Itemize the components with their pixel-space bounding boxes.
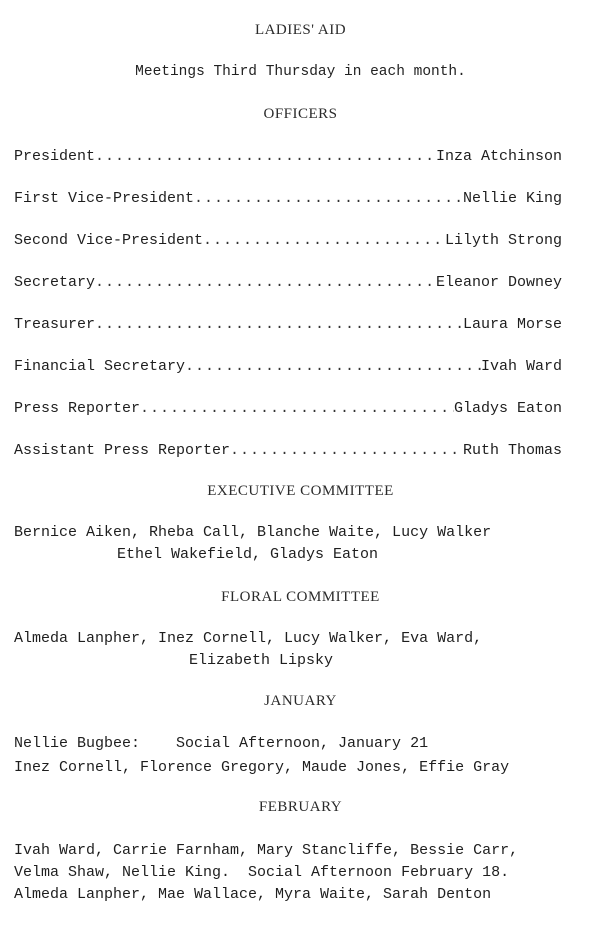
officer-row (14, 316, 562, 336)
officer-name: Eleanor Downey (435, 274, 562, 291)
floral-committee-heading: FLORAL COMMITTEE (221, 589, 380, 605)
february-line: Almeda Lanpher, Mae Wallace, Myra Waite, Sarah Denton (14, 886, 492, 903)
officers-heading: OFFICERS (263, 106, 338, 122)
officer-title: Second Vice-President (14, 232, 204, 249)
dot-leader (95, 148, 436, 165)
february-line: Velma Shaw, Nellie King. Social Afternoon February 18. (14, 864, 510, 881)
document-title: LADIES' AID (254, 22, 347, 38)
february-heading: FEBRUARY (258, 799, 343, 815)
officer-name: Ivah Ward (480, 358, 562, 375)
floral-member-line: Elizabeth Lipsky (189, 652, 334, 669)
officer-name: Laura Morse (462, 316, 562, 333)
officer-title: Treasurer (14, 316, 96, 333)
dot-leader (230, 442, 463, 459)
officer-row (14, 358, 562, 378)
february-line: Ivah Ward, Carrie Farnham, Mary Stancliffe, Bessie Carr, (14, 842, 519, 859)
officer-name: Lilyth Strong (444, 232, 562, 249)
officer-row (14, 148, 562, 168)
officer-name: Inza Atchinson (435, 148, 562, 165)
officer-title: Assistant Press Reporter (14, 442, 231, 459)
january-heading: JANUARY (264, 693, 337, 709)
floral-member-line: Almeda Lanpher, Inez Cornell, Lucy Walker, Eva Ward, (14, 630, 483, 647)
officer-name: Gladys Eaton (453, 400, 562, 417)
officer-row (14, 190, 562, 210)
officer-title: First Vice-President (14, 190, 195, 207)
meetings-subtitle: Meetings Third Thursday in each month. (135, 64, 466, 80)
dot-leader (194, 190, 463, 207)
officer-row (14, 442, 562, 462)
dot-leader (95, 274, 436, 291)
officer-title: President (14, 148, 96, 165)
officer-row (14, 232, 562, 252)
january-line: Inez Cornell, Florence Gregory, Maude Jones, Effie Gray (14, 759, 510, 776)
executive-member-line: Bernice Aiken, Rheba Call, Blanche Waite, Lucy Walker (14, 524, 492, 541)
officer-row (14, 274, 562, 294)
executive-committee-heading: EXECUTIVE COMMITTEE (207, 483, 394, 499)
executive-member-line: Ethel Wakefield, Gladys Eaton (117, 546, 379, 563)
officer-name: Ruth Thomas (462, 442, 562, 459)
dot-leader (140, 400, 454, 417)
officer-title: Press Reporter (14, 400, 141, 417)
dot-leader (95, 316, 463, 333)
officer-title: Secretary (14, 274, 96, 291)
dot-leader (203, 232, 445, 249)
officer-row (14, 400, 562, 420)
january-line: Nellie Bugbee: Social Afternoon, January 21 (14, 735, 429, 752)
dot-leader (185, 358, 481, 375)
officer-title: Financial Secretary (14, 358, 186, 375)
officer-name: Nellie King (462, 190, 562, 207)
